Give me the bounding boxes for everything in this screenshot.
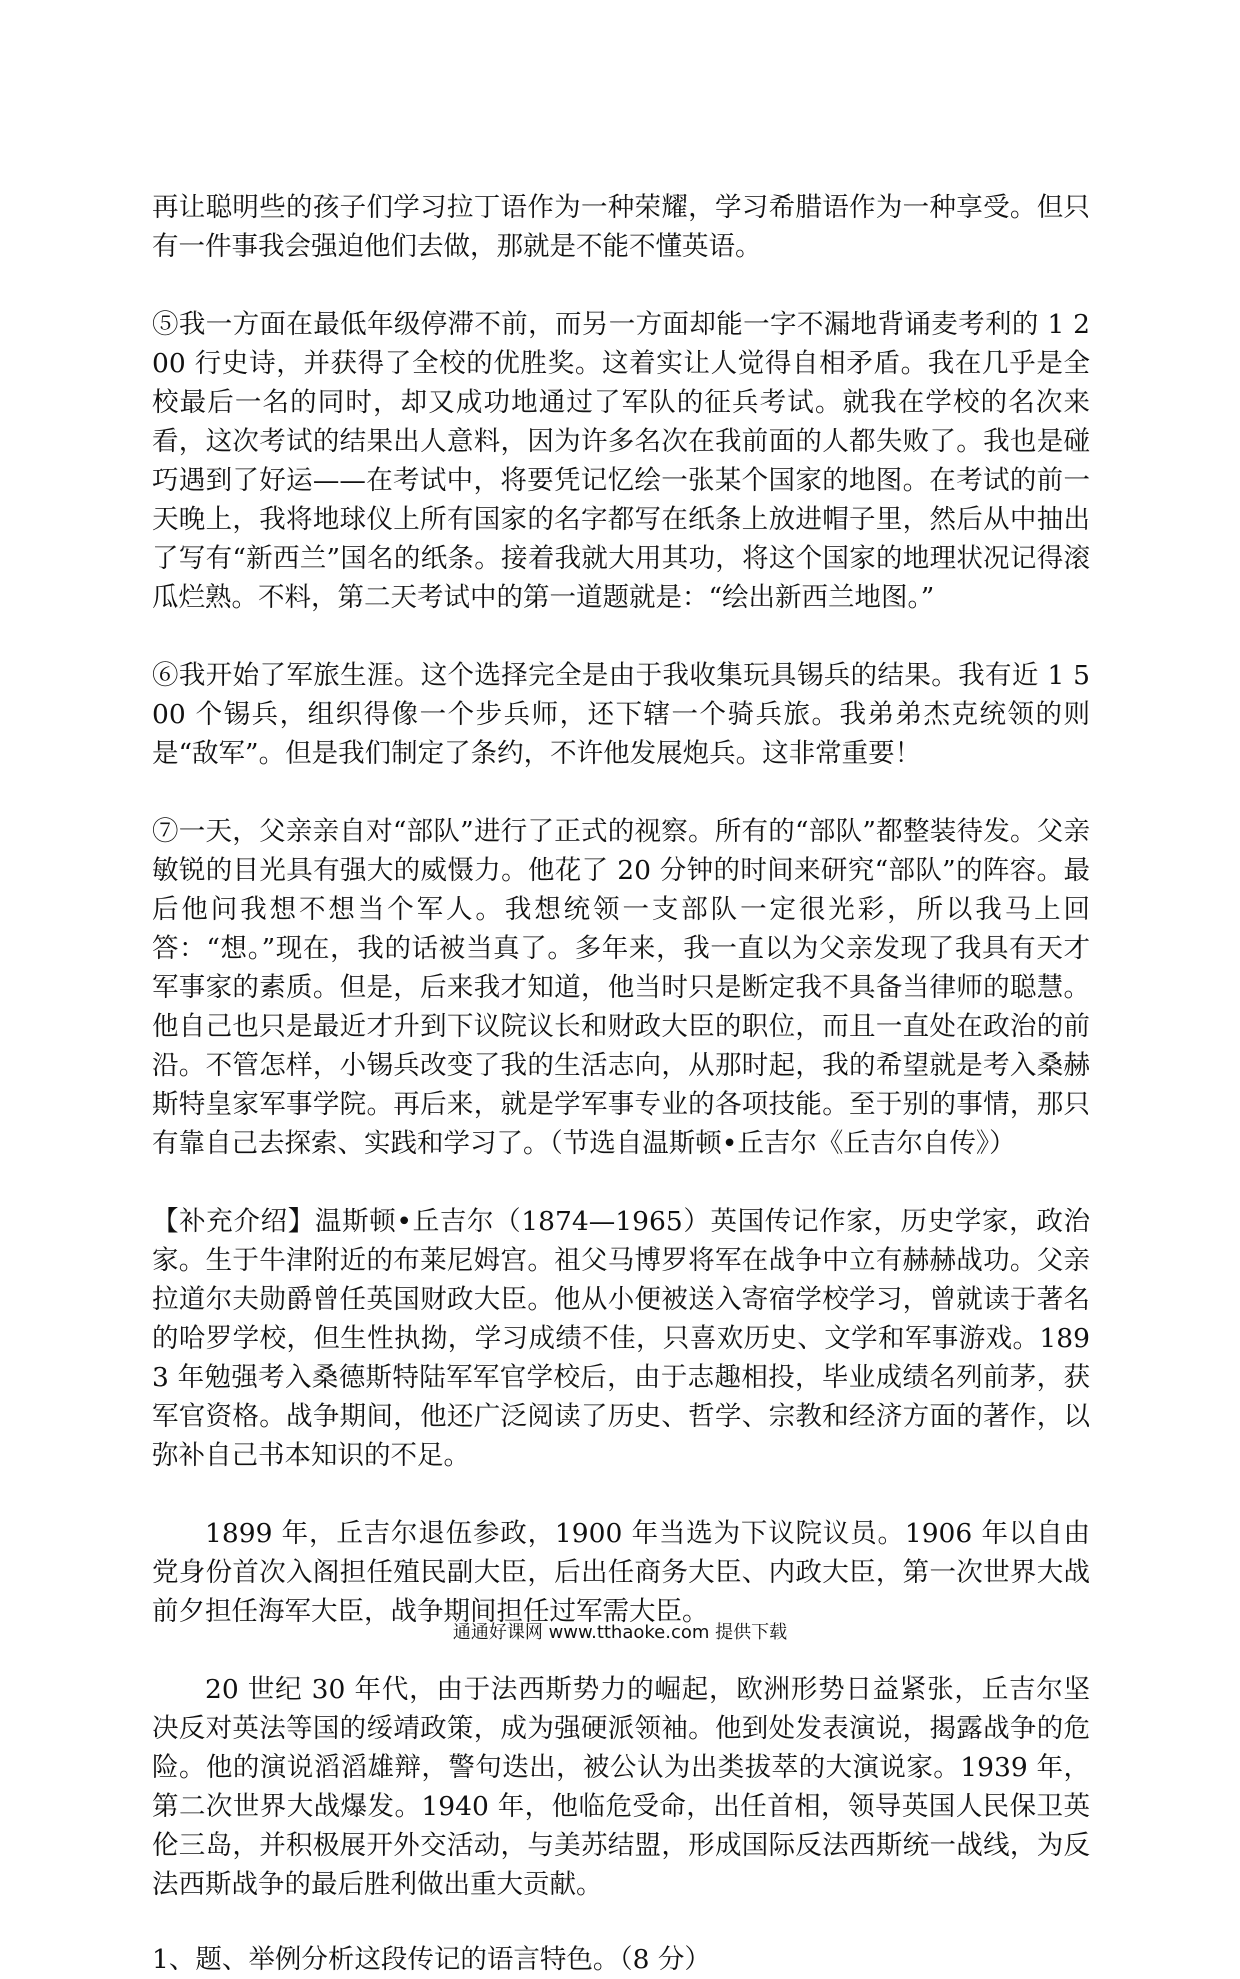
paragraph-gap	[152, 266, 1090, 305]
paragraph-gap	[152, 617, 1090, 656]
supplementary-intro: 【补充介绍】温斯顿•丘吉尔（1874—1965）英国传记作家，历史学家，政治家。生于牛津附近的布莱尼姆宫。祖父马博罗将军在战争中立有赫赫战功。父亲拉道尔夫勋爵曾任英国财政大臣。他从小便被送入寄宿学校学习，曾就读于著名的哈罗学校，但生性执拗，学习成绩不佳，只喜欢历史、文学和军事游戏。1893 年勉强考入桑德斯特陆军军官学校后，由于志趣相投，毕业成绩名列前茅，获军官资格。战争期间，他还广泛阅读了历史、哲学、宗教和经济方面的著作，以弥补自己书本知识的不足。	[152, 1206, 1090, 1471]
paragraph-gap	[152, 1163, 1090, 1202]
paragraph-continued: 再让聪明些的孩子们学习拉丁语作为一种荣耀，学习希腊语作为一种享受。但只有一件事我会强迫他们去做，那就是不能不懂英语。	[152, 192, 1090, 262]
paragraph-gap	[152, 773, 1090, 812]
page-footer: 通通好课网 www.tthaoke.com 提供下载	[452, 1622, 788, 1643]
paragraph-1899: 1899 年，丘吉尔退伍参政，1900 年当选为下议院议员。1906 年以自由党身份首次入阁担任殖民副大臣，后出任商务大臣、内政大臣，第一次世界大战前夕担任海军大臣，战争期间担任过军需大臣。	[152, 1518, 1090, 1627]
paragraph-6: ⑥我开始了军旅生涯。这个选择完全是由于我收集玩具锡兵的结果。我有近 1 500 个锡兵，组织得像一个步兵师，还下辖一个骑兵旅。我弟弟杰克统领的则是“敌军”。但是我们制定了条约，不许他发展炮兵。这非常重要！	[152, 660, 1090, 769]
paragraph-5: ⑤我一方面在最低年级停滞不前，而另一方面却能一字不漏地背诵麦考利的 1 200 行史诗，并获得了全校的优胜奖。这着实让人觉得自相矛盾。我在几乎是全校最后一名的同时，却又成功地通过了军队的征兵考试。就我在学校的名次来看，这次考试的结果出人意料，因为许多名次在我前面的人都失败了。我也是碰巧遇到了好运——在考试中，将要凭记忆绘一张某个国家的地图。在考试的前一天晚上，我将地球仪上所有国家的名字都写在纸条上放进帽子里，然后从中抽出了写有“新西兰”国名的纸条。接着我就大用其功，将这个国家的地理状况记得滚瓜烂熟。不料，第二天考试中的第一道题就是：“绘出新西兰地图。”	[152, 309, 1090, 613]
question-1: 1、题、举例分析这段传记的语言特色。（8 分）	[152, 1944, 711, 1975]
paragraph-7: ⑦一天，父亲亲自对“部队”进行了正式的视察。所有的“部队”都整装待发。父亲敏锐的目光具有强大的威慑力。他花了 20 分钟的时间来研究“部队”的阵容。最后他问我想不想当个军人。我想统领一支部队一定很光彩，所以我马上回答：“想。”现在，我的话被当真了。多年来，我一直以为父亲发现了我具有天才军事家的素质。但是，后来我才知道，他当时只是断定我不具备当律师的聪慧。他自己也只是最近才升到下议院议长和财政大臣的职位，而且一直处在政治的前沿。不管怎样，小锡兵改变了我的生活志向，从那时起，我的希望就是考入桑赫斯特皇家军事学院。再后来，就是学军事专业的各项技能。至于别的事情，那只有靠自己去探索、实践和学习了。（节选自温斯顿•丘吉尔《丘吉尔自传》）	[152, 816, 1090, 1159]
paragraph-gap	[152, 1904, 1090, 1940]
paragraph-1930s: 20 世纪 30 年代，由于法西斯势力的崛起，欧洲形势日益紧张，丘吉尔坚决反对英法等国的绥靖政策，成为强硬派领袖。他到处发表演说，揭露战争的危险。他的演说滔滔雄辩，警句迭出，被公认为出类拔萃的大演说家。1939 年，第二次世界大战爆发。1940 年，他临危受命，出任首相，领导英国人民保卫英伦三岛，并积极展开外交活动，与美苏结盟，形成国际反法西斯统一战线，为反法西斯战争的最后胜利做出重大贡献。	[152, 1674, 1090, 1900]
paragraph-gap	[152, 1475, 1090, 1514]
document-body	[152, 188, 1090, 1979]
